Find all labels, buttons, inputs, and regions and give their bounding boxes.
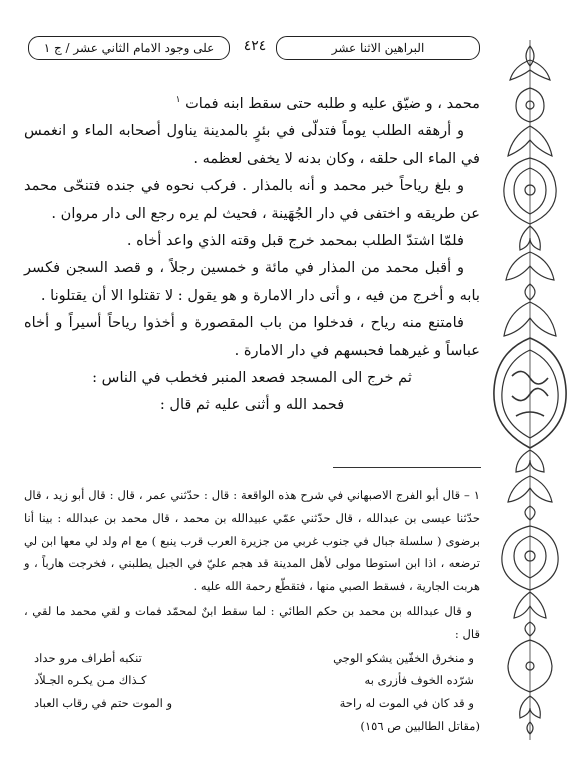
paragraph: و بلغ رياحاً خبر محمد و أنه بالمذار . فركب نحوه في جنده فتنحّى محمد عن طريقه و اختفى في دار الجُهَينة ، فحيث لم يره رجع الى دار مروان . xyxy=(24,177,480,222)
poem-hemistich: و الموت حتم في رقاب العباد xyxy=(34,696,173,711)
poem xyxy=(34,647,474,715)
header-section-box xyxy=(28,36,230,60)
header-section-title: على وجود الامام الثاني عشر / ج ١ xyxy=(43,41,215,55)
footnote-separator xyxy=(333,467,481,468)
poem-hemistich: تنكبه أطراف مرو حداد xyxy=(34,650,142,665)
text-line: محمد ، و ضيّق عليه و طلبه حتى سقط ابنه فمات $^١$ xyxy=(175,95,480,112)
footnotes xyxy=(24,484,480,738)
paragraph: و أقبل محمد من المذار في مائة و خمسين رجلاً ، و قصد السجن فكسر بابه و أخرج من فيه ، و أتى دار الامارة و هو يقول : لا تقتلوا الا أن يقتلونا . xyxy=(24,259,480,304)
footnote-poem-intro: و قال عبدالله بن محمد بن حكم الطائي : لما سقط ابنٌ لمحمّد فمات و لقي محمد ما لقي ، قال : xyxy=(24,603,480,641)
citation: (مقاتل الطالبين ص ١٥٦) xyxy=(360,718,480,733)
poem-hemistich: و منخرق الخفّين يشكو الوجي xyxy=(333,650,474,665)
poem-hemistich: كـذاك مـن يكـره الجـلاّد xyxy=(34,673,147,688)
paragraph: فحمد الله و أثنى عليه ثم قال : xyxy=(159,396,345,414)
footnote-1: ١ – قال أبو الفرج الاصبهاني في شرح هذه الواقعة : قال : حدّثني عمر ، قال : قال أبو زيد ، قال حدّثنا عيسى بن عبدالله ، قال حدّثني عمّي عبيدالله بن محمد ، قال محمد بن عبدالله : بينا أنا برضوى ( سلسلة جبال في جنوب غربي من جزيرة العرب قرب ينبع ) مع ام ولد لي معها ابن لي ترضعه ، اذا ابن استوطا مولى لأهل المدينة قد هجم عليّ في الجبل يطلبني ، فخرجت هارباً ، و هربت الجارية ، فسقط الصبي منها ، فتقطّع رحمة الله عليه . xyxy=(24,488,480,594)
paragraph: فامتنع منه رياح ، فدخلوا من باب المقصورة و أخذوا رياحاً أسيراً و أخاه عباساً و غيرهما فحبسهم في دار الامارة . xyxy=(24,314,480,359)
footnote-marker: ١ xyxy=(175,95,181,106)
main-text xyxy=(24,90,480,419)
page-number: ٤٢٤ xyxy=(243,38,267,54)
poem-verse xyxy=(34,647,474,670)
decorative-border-ornament xyxy=(482,40,578,740)
paragraph: فلمّا اشتدّ الطلب بمحمد خرج قبل وقته الذي واعد أخاه . xyxy=(126,232,464,250)
paragraph: ثم خرج الى المسجد فصعد المنبر فخطب في الناس : xyxy=(92,369,412,387)
poem-verse xyxy=(34,669,474,692)
header-book-title-box xyxy=(276,36,480,60)
poem-hemistich: شرّده الخوف فأزرى به xyxy=(364,673,474,688)
paragraph: و أرهقه الطلب يوماً فتدلّى في بئرٍ بالمدينة يناول أصحابه الماء و انغمس في الماء الى حلقه ، وكان بدنه لا يخفى لعظمه . xyxy=(24,122,480,167)
poem-verse xyxy=(34,692,474,715)
header-book-title: البراهين الاثنا عشر xyxy=(331,41,425,55)
page-header xyxy=(28,36,480,60)
poem-hemistich: و قد كان في الموت له راحة xyxy=(339,696,474,711)
